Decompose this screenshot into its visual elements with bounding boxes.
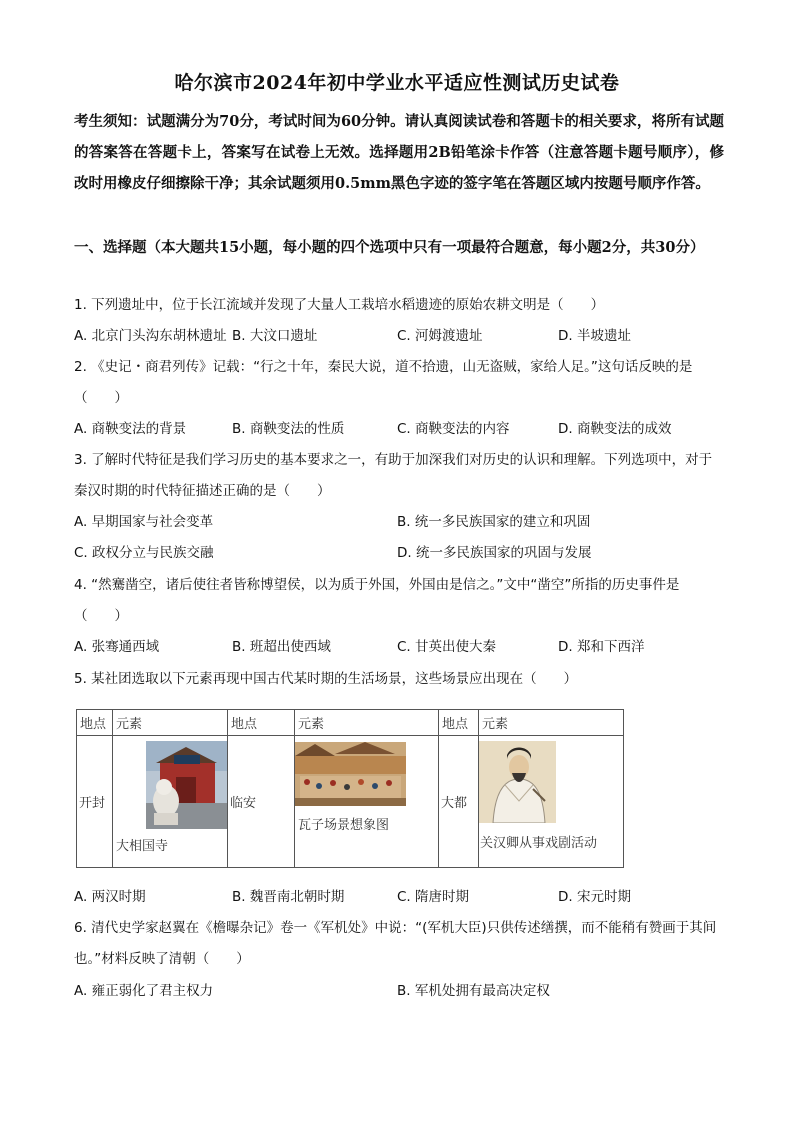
temple-photo — [146, 741, 227, 829]
notice-text: 试题满分为70分，考试时间为60分钟。请认真阅读试卷和答题卡的相关要求，将所有试题的答案答在答题卡上，答案写在试卷上无效。选择题用2B铅笔涂卡作答（注意答题卡题号顺序），修改时用橡皮仔细擦除干净；其余试题须用0.5mm黑色字迹的签字笔在答题区域内按题号顺序作答。 — [74, 113, 724, 192]
q5-option-d[interactable]: D. 宋元时期 — [558, 889, 631, 905]
caption-dadu: 关汉卿从事戏剧活动 — [480, 836, 598, 851]
question-3-options-row1 — [74, 507, 734, 538]
question-5-stem: 5. 某社团选取以下元素再现中国古代某时期的生活场景，这些场景应出现在（ ） — [74, 671, 578, 687]
scene-table-row — [77, 736, 624, 868]
header-place-1: 地点 — [77, 710, 113, 736]
question-3-stem: 3. 了解时代特征是我们学习历史的基本要求之一，有助于加深我们对历史的认识和理解。下列选项中，对于秦汉时期的时代特征描述正确的是（ ） — [74, 452, 713, 499]
header-element-2: 元素 — [295, 710, 439, 736]
question-6-stem: 6. 清代史学家赵翼在《檐曝杂记》卷一《军机处》中说：“(军机大臣)只供传述缮撰，而不能稍有赞画于其间也。”材料反映了清朝（ ） — [74, 920, 717, 967]
caption-linan: 瓦子场景想象图 — [298, 818, 390, 833]
q4-option-b[interactable]: B. 班超出使西域 — [232, 639, 331, 655]
question-5-options — [74, 882, 734, 913]
q3-option-c[interactable]: C. 政权分立与民族交融 — [74, 545, 214, 561]
q6-option-b[interactable]: B. 军机处拥有最高决定权 — [397, 983, 550, 999]
q1-option-c[interactable]: C. 河姆渡遗址 — [397, 328, 483, 344]
exam-notice — [74, 106, 724, 199]
q2-option-c[interactable]: C. 商鞅变法的内容 — [397, 421, 510, 437]
element-cell-kaifeng — [113, 736, 228, 868]
place-dadu: 大都 — [439, 736, 479, 868]
wazi-scene-image — [295, 742, 406, 806]
notice-label: 考生须知： — [74, 113, 147, 130]
question-4-options — [74, 632, 734, 663]
q5-option-b[interactable]: B. 魏晋南北朝时期 — [232, 889, 345, 905]
q1-option-a[interactable]: A. 北京门头沟东胡林遗址 — [74, 328, 227, 344]
question-3-options-row2 — [74, 538, 734, 569]
question-1-options — [74, 321, 734, 352]
caption-kaifeng: 大相国寺 — [116, 839, 169, 854]
header-element-3: 元素 — [479, 710, 624, 736]
element-cell-dadu — [479, 736, 624, 868]
place-linan: 临安 — [228, 736, 295, 868]
element-cell-linan — [295, 736, 439, 868]
q2-option-b[interactable]: B. 商鞅变法的性质 — [232, 421, 345, 437]
header-place-3: 地点 — [439, 710, 479, 736]
q6-option-a[interactable]: A. 雍正弱化了君主权力 — [74, 983, 214, 999]
q2-option-a[interactable]: A. 商鞅变法的背景 — [74, 421, 187, 437]
q4-option-a[interactable]: A. 张骞通西域 — [74, 639, 160, 655]
header-place-2: 地点 — [228, 710, 295, 736]
q4-option-c[interactable]: C. 甘英出使大秦 — [397, 639, 497, 655]
guan-hanqing-portrait — [479, 741, 556, 823]
place-kaifeng: 开封 — [77, 736, 113, 868]
q5-option-a[interactable]: A. 两汉时期 — [74, 889, 146, 905]
q1-option-d[interactable]: D. 半坡遗址 — [558, 328, 631, 344]
question-4-stem: 4. “然騫凿空，诸后使往者皆称博望侯，以为质于外国，外国由是信之。”文中“凿空”所指的历史事件是（ ） — [74, 577, 680, 624]
q3-option-a[interactable]: A. 早期国家与社会变革 — [74, 514, 214, 530]
q3-option-d[interactable]: D. 统一多民族国家的巩固与发展 — [397, 545, 592, 561]
question-1-stem: 1. 下列遗址中，位于长江流域并发现了大量人工栽培水稻遗迹的原始农耕文明是（ ） — [74, 297, 605, 313]
scene-table-header — [77, 710, 624, 736]
q3-option-b[interactable]: B. 统一多民族国家的建立和巩固 — [397, 514, 591, 530]
question-2-options — [74, 414, 734, 445]
q2-option-d[interactable]: D. 商鞅变法的成效 — [558, 421, 672, 437]
question-2-stem: 2. 《史记・商君列传》记载：“行之十年，秦民大说，道不拾遗，山无盗贼，家给人足。”这句话反映的是（ ） — [74, 359, 693, 406]
scene-table — [76, 709, 624, 868]
q4-option-d[interactable]: D. 郑和下西洋 — [558, 639, 645, 655]
q5-option-c[interactable]: C. 隋唐时期 — [397, 889, 470, 905]
page-title: 哈尔滨市2024年初中学业水平适应性测试历史试卷 — [174, 72, 620, 94]
question-6-options — [74, 976, 734, 1007]
header-element-1: 元素 — [113, 710, 228, 736]
q1-option-b[interactable]: B. 大汶口遗址 — [232, 328, 318, 344]
section-heading: 一、选择题（本大题共15小题，每小题的四个选项中只有一项最符合题意，每小题2分，共30分） — [74, 239, 705, 256]
